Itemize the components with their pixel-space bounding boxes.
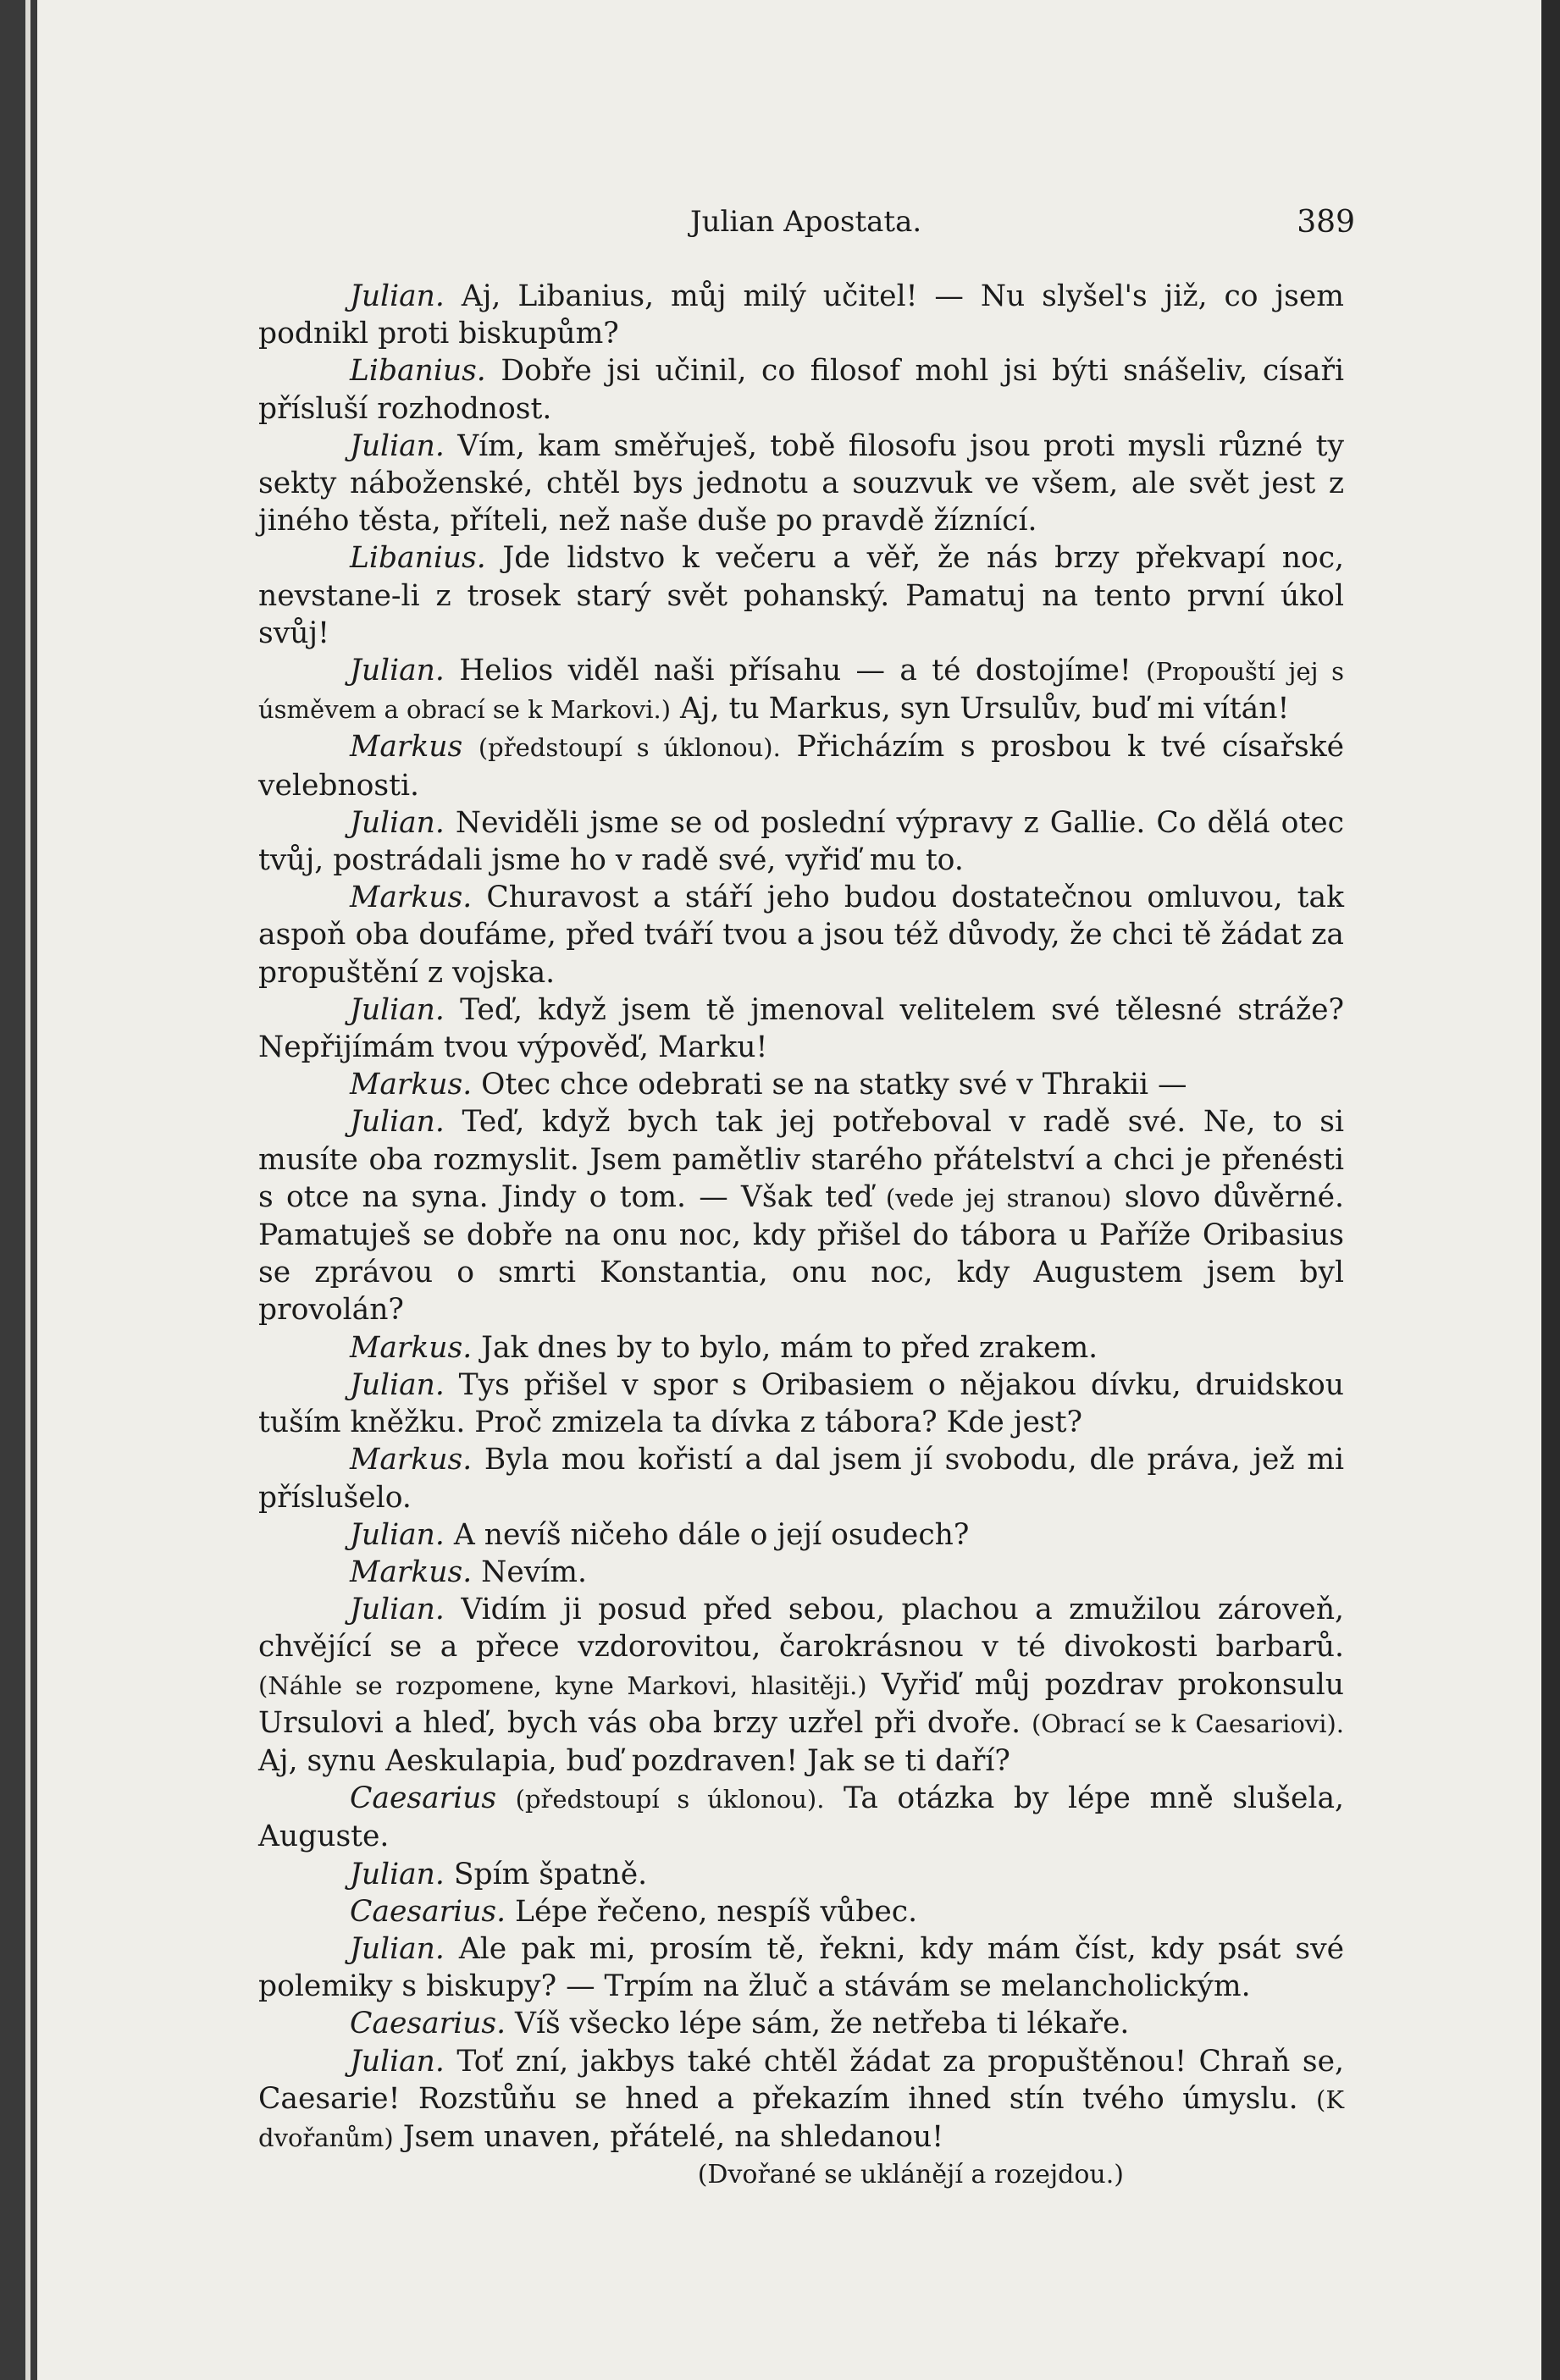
speaker-name: Julian. xyxy=(350,1367,445,1402)
paragraph xyxy=(258,1441,1344,1516)
speaker-name: Julian. xyxy=(350,654,445,688)
speech-text: Nevím. xyxy=(481,1554,587,1589)
stage-direction: (Náhle se rozpomene, kyne Markovi, hlasitěji.) xyxy=(258,1670,867,1700)
speech-text: Jak dnes by to bylo, mám to před zrakem. xyxy=(481,1330,1098,1365)
speaker-name: Julian. xyxy=(350,805,445,840)
speech-text: Ta otázka by lépe mně slušela, Auguste. xyxy=(258,1781,1344,1854)
speaker-name: Libanius. xyxy=(350,541,486,576)
speaker-name: Julian. xyxy=(350,1105,445,1140)
speaker-name: Markus. xyxy=(350,1330,473,1365)
speech-text: Aj, tu Markus, syn Ursulův, buď mi vítán! xyxy=(680,692,1290,726)
speaker-name: Julian. xyxy=(350,1931,445,1966)
paragraph xyxy=(258,2005,1344,2042)
stage-direction: (Propouští jej s úsměvem a obrací se k Markovi.) xyxy=(258,657,1345,725)
paragraph xyxy=(258,652,1344,728)
paragraph xyxy=(258,1893,1344,1930)
speech-text: Neviděli jsme se od poslední výpravy z Gallie. Co dělá otec tvůj, postrádali jsme ho v radě své, vyřiď mu to. xyxy=(258,805,1344,878)
speech-text: Helios viděl naši přísahu — a té dostojíme! xyxy=(459,654,1131,688)
speaker-name: Julian. xyxy=(350,428,445,463)
speaker-name: Caesarius xyxy=(350,1781,497,1816)
paragraph xyxy=(258,1066,1344,1103)
speaker-name: Julian. xyxy=(350,2044,445,2079)
speech-text: Byla mou kořistí a dal jsem jí svobodu, dle práva, jež mi příslušelo. xyxy=(258,1443,1344,1515)
speech-text: Spím špatně. xyxy=(453,1857,648,1891)
speaker-name: Julian. xyxy=(350,279,445,313)
speaker-name: Julian. xyxy=(350,1593,445,1627)
speech-text: Tys přišel v spor s Oribasiem o nějakou dívku, druidskou tuším kněžku. Proč zmizela ta dívka z tábora? Kde jest? xyxy=(258,1367,1344,1440)
speech-text: A nevíš ničeho dále o její osudech? xyxy=(453,1517,970,1552)
speaker-name: Julian. xyxy=(350,1517,445,1552)
paragraph xyxy=(258,428,1344,540)
running-title: Julian Apostata. xyxy=(690,205,922,239)
speech-text: Ale pak mi, prosím tě, řekni, kdy mám číst, kdy psát své polemiky s biskupy? — Trpím na žluč a stávám se melancholickým. xyxy=(258,1931,1344,2004)
paragraph xyxy=(258,1367,1344,1441)
speech-text: Churavost a stáří jeho budou dostatečnou omluvou, tak aspoň oba doufáme, před tváří tvou a jsou též důvody, že chci tě žádat za propuštění z vojska. xyxy=(258,881,1345,990)
speech-text: Vyřiď můj pozdrav prokonsulu Ursulovi a hleď, bych vás oba brzy uzřel při dvoře. xyxy=(258,1667,1344,1740)
speech-text: Vidím ji posud před sebou, plachou a zmužilou zároveň, chvějící se a přece vzdorovitou, čarokrásnou v té divokosti barbarů. xyxy=(258,1593,1344,1665)
paragraph xyxy=(258,2043,1344,2157)
speech-text: Toť zní, jakbys také chtěl žádat za propuštěnou! Chraň se, Caesarie! Rozstůňu se hned a překazím ihned stín tvého úmyslu. xyxy=(258,2044,1344,2116)
speech-text: Přicházím s prosbou k tvé císařské velebnosti. xyxy=(258,730,1345,803)
paragraph xyxy=(258,1930,1344,2005)
paragraph xyxy=(258,991,1344,1066)
speech-text: Teď, když bych tak jej potřeboval v radě své. Ne, to si musíte oba rozmyslit. Jsem pamětliv starého přátelství a chci je přenésti s otce na syna. Jindy o tom. — Však teď xyxy=(258,1105,1344,1214)
paragraph xyxy=(258,1516,1344,1554)
paragraph xyxy=(258,1856,1344,1893)
dialogue-body xyxy=(258,278,1344,2194)
speech-text: Teď, když jsem tě jmenoval velitelem své tělesné stráže? Nepřijímám tvou výpověď, Marku! xyxy=(258,992,1344,1065)
paragraph xyxy=(258,1591,1344,1780)
stage-direction: (předstoupí s úklonou). xyxy=(478,733,781,763)
speaker-name: Caesarius. xyxy=(350,1894,506,1929)
speaker-name: Markus xyxy=(350,730,463,765)
speaker-name: Julian. xyxy=(350,1857,445,1891)
stage-direction: (K dvořanům) xyxy=(258,2085,1344,2152)
paragraph xyxy=(258,278,1344,352)
paragraph xyxy=(258,728,1344,803)
speech-text: Jde lidstvo k večeru a věř, že nás brzy překvapí noc, nevstane-li z trosek starý svět pohanský. Pamatuj na tento první úkol svůj! xyxy=(258,541,1344,650)
page-left-edge xyxy=(0,0,37,2380)
stage-direction: (Obrací se k Caesariovi). xyxy=(1031,1709,1345,1738)
page-number: 389 xyxy=(1297,205,1355,240)
speech-text: Vím, kam směřuješ, tobě filosofu jsou proti mysli různé ty sekty náboženské, chtěl bys jednotu a souzvuk ve všem, ale svět jest z jiného těsta, příteli, než naše duše po pravdě žíznící. xyxy=(258,428,1344,538)
paragraph xyxy=(258,1103,1344,1328)
speaker-name: Markus. xyxy=(350,1554,473,1589)
stage-direction: (vede jej stranou) xyxy=(885,1183,1112,1212)
page-header xyxy=(254,205,1355,247)
speech-text: Dobře jsi učinil, co filosof mohl jsi býti snášeliv, císaři přísluší rozhodnost. xyxy=(258,354,1344,426)
paragraph xyxy=(258,879,1344,991)
stage-direction: (předstoupí s úklonou). xyxy=(515,1785,825,1814)
speech-text: Víš všecko lépe sám, že netřeba ti lékaře. xyxy=(515,2007,1130,2041)
paragraph xyxy=(258,539,1344,652)
speaker-name: Markus. xyxy=(350,881,473,915)
speech-text: Aj, Libanius, můj milý učitel! — Nu slyšel's již, co jsem podnikl proti biskupům? xyxy=(258,279,1345,351)
speech-text: Lépe řečeno, nespíš vůbec. xyxy=(515,1894,918,1929)
speaker-name: Libanius. xyxy=(350,354,486,389)
closing-stage-direction: (Dvořané se uklánějí a rozejdou.) xyxy=(697,2160,1124,2190)
speaker-name: Markus. xyxy=(350,1068,473,1102)
speech-text: slovo důvěrné. Pamatuješ se dobře na onu noc, kdy přišel do tábora u Paříže Oribasius se zprávou o smrti Konstantia, onu noc, kdy Augustem jsem byl provolán? xyxy=(258,1179,1345,1328)
speaker-name: Markus. xyxy=(350,1443,473,1477)
paragraph xyxy=(258,804,1344,879)
paragraph xyxy=(258,352,1344,427)
paragraph xyxy=(258,1554,1344,1591)
speech-text: Aj, synu Aeskulapia, buď pozdraven! Jak se ti daří? xyxy=(258,1743,1010,1778)
speech-text: Jsem unaven, přátelé, na shledanou! xyxy=(402,2119,944,2154)
speech-text: Otec chce odebrati se na statky své v Thrakii — xyxy=(481,1068,1187,1102)
speaker-name: Julian. xyxy=(350,992,445,1027)
page-right-edge xyxy=(1541,0,1560,2380)
paragraph xyxy=(258,1780,1344,1855)
speaker-name: Caesarius. xyxy=(350,2007,506,2041)
paragraph xyxy=(258,1329,1344,1367)
